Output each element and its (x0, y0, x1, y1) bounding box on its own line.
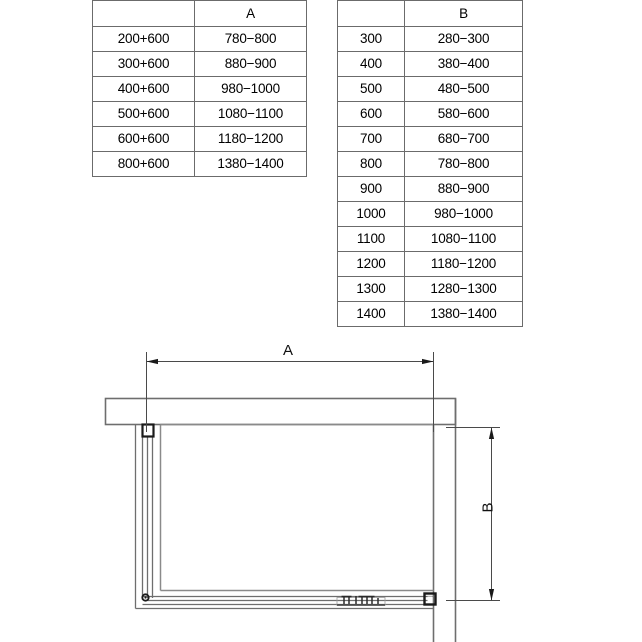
table-b-range: 1380−1400 (405, 302, 523, 327)
table-a-col1-header (93, 1, 195, 27)
table-b-size: 1200 (338, 252, 405, 277)
table-row (338, 152, 523, 177)
table-b-range: 1080−1100 (405, 227, 523, 252)
table-a-size: 200+600 (93, 27, 195, 52)
table-b-range: 780−800 (405, 152, 523, 177)
table-b-size: 1100 (338, 227, 405, 252)
table-b-size: 700 (338, 127, 405, 152)
table-row (93, 127, 307, 152)
table-row (338, 127, 523, 152)
table-b-size: 800 (338, 152, 405, 177)
table-b-size: 1300 (338, 277, 405, 302)
table-row (93, 27, 307, 52)
table-b-size: 400 (338, 52, 405, 77)
table-row (338, 252, 523, 277)
table-b-range: 880−900 (405, 177, 523, 202)
wall-bar (106, 399, 456, 425)
dimension-b-label: B (479, 502, 497, 513)
dim-a-arrow-left (147, 359, 159, 364)
table-b-range: 980−1000 (405, 202, 523, 227)
dim-b-arrow-top (489, 428, 494, 440)
table-row (93, 102, 307, 127)
table-a-range: 1380−1400 (195, 152, 307, 177)
table-row (93, 152, 307, 177)
table-a-range: 1080−1100 (195, 102, 307, 127)
table-a-size: 500+600 (93, 102, 195, 127)
table-row (338, 52, 523, 77)
table-row (338, 227, 523, 252)
table-row (93, 1, 307, 27)
table-a-range: 980−1000 (195, 77, 307, 102)
wall-bracket-top-icon (143, 425, 154, 437)
size-table-b (337, 0, 523, 327)
table-row (93, 77, 307, 102)
table-a-size: 400+600 (93, 77, 195, 102)
table-b-col1-header (338, 1, 405, 27)
table-a-size: 800+600 (93, 152, 195, 177)
table-row (338, 277, 523, 302)
table-row (338, 1, 523, 27)
table-b-range: 1180−1200 (405, 252, 523, 277)
table-a-range: 780−800 (195, 27, 307, 52)
dimension-a (147, 352, 434, 432)
table-a-range: 880−900 (195, 52, 307, 77)
end-stop-bracket-icon (425, 594, 436, 605)
table-b-range: 480−500 (405, 77, 523, 102)
table-b-size: 1400 (338, 302, 405, 327)
table-a-range: 1180−1200 (195, 127, 307, 152)
table-row (338, 102, 523, 127)
table-a-size: 600+600 (93, 127, 195, 152)
table-b-range: 380−400 (405, 52, 523, 77)
wall-return-vertical (434, 399, 456, 642)
size-table-a (92, 0, 307, 177)
dimension-a-label: A (283, 342, 294, 359)
table-a-col2-header: A (195, 1, 307, 27)
table-b-size: 1000 (338, 202, 405, 227)
table-b-size: 300 (338, 27, 405, 52)
table-b-range: 1280−1300 (405, 277, 523, 302)
dimension-b (446, 428, 500, 601)
table-row (338, 202, 523, 227)
table-row (338, 302, 523, 327)
table-b-col2-header: B (405, 1, 523, 27)
table-b-range: 280−300 (405, 27, 523, 52)
pivot-roller-icon (142, 594, 148, 600)
table-b-range: 580−600 (405, 102, 523, 127)
size-table-b-body (338, 1, 523, 327)
table-b-size: 900 (338, 177, 405, 202)
table-b-range: 680−700 (405, 127, 523, 152)
bottom-rail (136, 425, 434, 609)
dim-b-arrow-bottom (489, 589, 494, 601)
table-b-size: 600 (338, 102, 405, 127)
handle-hardware-detail-icon (337, 596, 385, 606)
table-row (338, 177, 523, 202)
dim-a-arrow-right (422, 359, 434, 364)
side-profile-left (143, 436, 153, 600)
table-row (338, 27, 523, 52)
table-row (93, 52, 307, 77)
table-b-size: 500 (338, 77, 405, 102)
table-a-size: 300+600 (93, 52, 195, 77)
size-table-a-body (93, 1, 307, 177)
glass-panel-outline (161, 425, 434, 591)
table-row (338, 77, 523, 102)
